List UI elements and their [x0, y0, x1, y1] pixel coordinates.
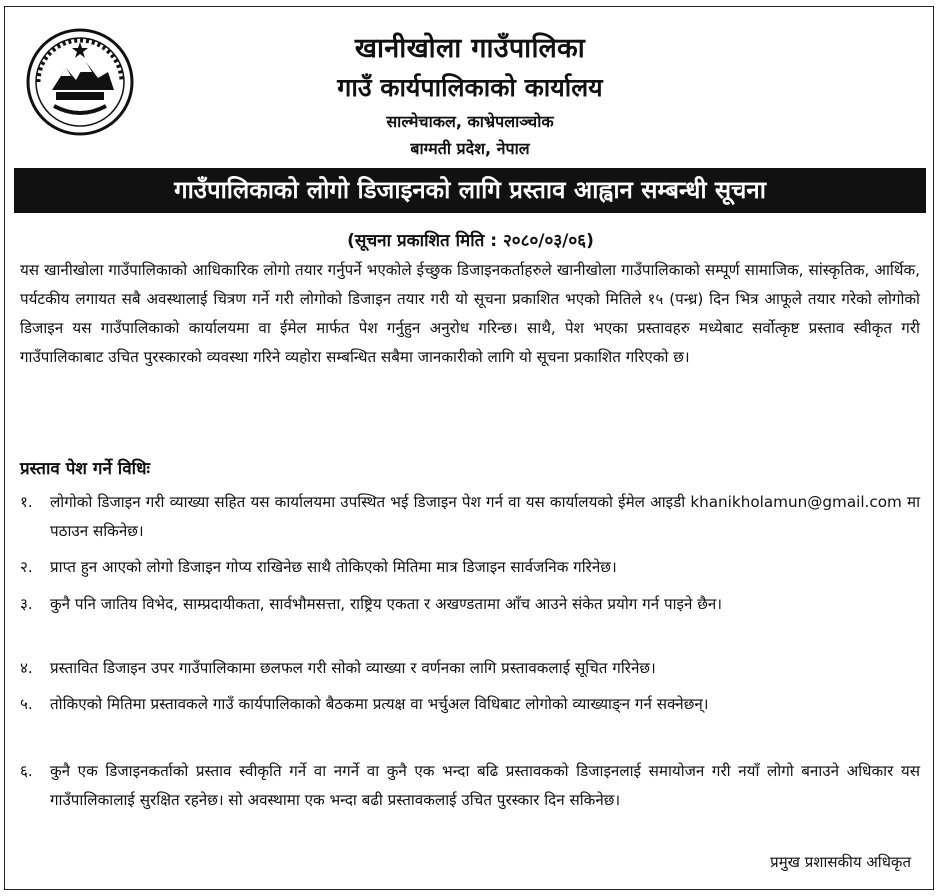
published-date: (सूचना प्रकाशित मिति : २०८०/०३/०६): [347, 231, 594, 251]
item-text: कुनै एक डिजाइनकर्ताको प्रस्ताव स्वीकृति गर्ने वा नगर्ने वा कुनै एक भन्दा बढि प्रस्तावकको डिजाइनलाई समायोजन गरी नयाँ लोगो बनाउने अधिकार यस गाउँपालिकालाई सुरक्षित रहनेछ। सो अवस्थामा एक भन्दा बढी प्रस्तावकलाई उचित पुरस्कार दिन सकिनेछ।: [50, 762, 920, 809]
procedure-title: प्रस्ताव पेश गर्ने विधिः: [20, 459, 150, 479]
item-number: ५.: [20, 695, 33, 713]
province-country: बाग्मती प्रदेश, नेपाल: [410, 139, 530, 158]
notice-heading: गाउँपालिकाको लोगो डिजाइनको लागि प्रस्ताव आह्वान सम्बन्धी सूचना: [14, 168, 926, 213]
government-emblem-icon: [26, 28, 134, 136]
item-number: १.: [20, 493, 33, 511]
signatory-title: प्रमुख प्रशासकीय अधिकृत: [770, 853, 911, 871]
item-text: तोकिएको मितिमा प्रस्तावकले गाउँ कार्यपालिकाको बैठकमा प्रत्यक्ष वा भर्चुअल विधिबाट लोगोको व्याख्याङ्न गर्न सक्नेछन्।: [50, 695, 709, 713]
list-item: [20, 590, 920, 619]
item-number: ६.: [20, 762, 33, 780]
list-item: [20, 553, 920, 582]
office-address: साल्मेचाकल, काभ्रेपलाञ्चोक: [386, 112, 554, 131]
list-item: [20, 757, 920, 814]
list-item: [20, 488, 920, 545]
item-text: प्राप्त हुन आएको लोगो डिजाइन गोप्य राखिनेछ साथै तोकिएको मितिमा मात्र डिजाइन सार्वजनिक गरिनेछ।: [50, 558, 617, 576]
office-title: गाउँ कार्यपालिकाको कार्यालय: [337, 73, 603, 102]
municipality-title: खानीखोला गाउँपालिका: [354, 33, 586, 64]
item-number: ४.: [20, 659, 33, 677]
intro-paragraph: यस खानीखोला गाउँपालिकाको आधिकारिक लोगो तयार गर्नुपर्ने भएकोले ईच्छुक डिजाइनकर्ताहरुले खानीखोला गाउँपालिकाको सम्पूर्ण सामाजिक, सांस्कृतिक, आर्थिक, पर्यटकीय लगायत सबै अवस्थालाई चित्रण गर्ने गरी लोगोको डिजाइन तयार गरी यो सूचना प्रकाशित भएको मितिले १५ (पन्ध्र) दिन भित्र आफूले तयार गरेको लोगोको डिजाइन यस गाउँपालिकाको कार्यालयमा वा ईमेल मार्फत पेश गर्नुहुन अनुरोध गरिन्छ। साथै, पेश भएका प्रस्तावहरु मध्येबाट सर्वोत्कृष्ट प्रस्ताव स्वीकृत गरी गाउँपालिकाबाट उचित पुरस्कारको व्यवस्था गरिने व्यहोरा सम्बन्धित सबैमा जानकारीको लागि यो सूचना प्रकाशित गरिएको छ।: [20, 261, 920, 366]
list-item: [20, 654, 920, 683]
item-text: कुनै पनि जातिय विभेद, साम्प्रदायीकता, सार्वभौमसत्ता, राष्ट्रिय एकता र अखण्डतामा आँच आउने संकेत प्रयोग गर्न पाइने छैन।: [50, 595, 723, 613]
list-item: [20, 690, 920, 719]
item-text: लोगोको डिजाइन गरी व्याख्या सहित यस कार्यालयमा उपस्थित भई डिजाइन पेश गर्न वा यस कार्यालयको ईमेल आइडी khanikholamun@gmail.com मा पठाउन सकिनेछ।: [50, 493, 920, 540]
item-number: ३.: [20, 595, 33, 613]
item-text: प्रस्तावित डिजाइन उपर गाउँपालिकामा छलफल गरी सोको व्याख्या र वर्णनका लागि प्रस्तावकलाई सूचित गरिनेछ।: [50, 659, 656, 677]
item-number: २.: [20, 558, 33, 576]
